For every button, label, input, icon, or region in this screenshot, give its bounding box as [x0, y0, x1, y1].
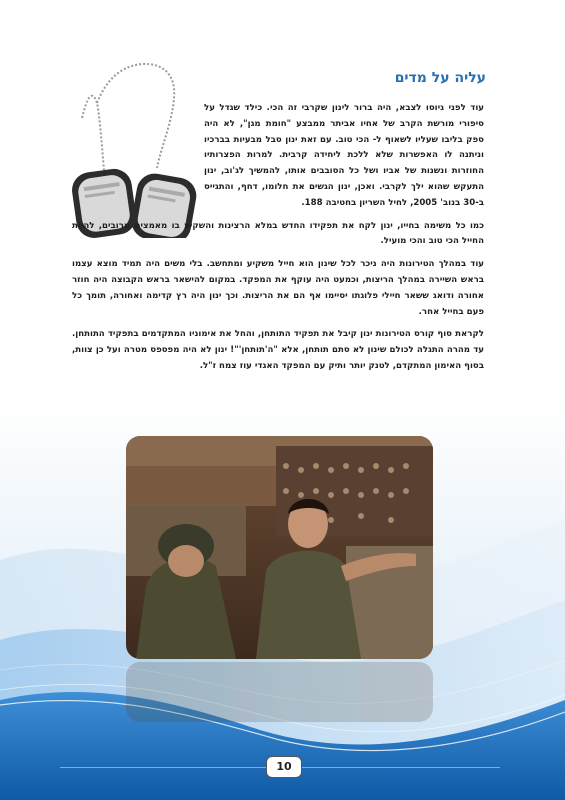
paragraph-4: לקראת סוף קורס הטירונות ינון קיבל את תפקיד התותחן, והחל את אימוניו המתקדמים בתפקיד התותחן. עד מהרה התגלה לכולם שינון לא סתם תותחן, אלא "ה'תותחן'"! ינון לא היה מפספס מטרה ועל כן צוות, בסוף האימון המתקדם, לטנק יותר ותיק עם המפקד האגדי עוז צמח ז"ל.	[72, 329, 484, 371]
article-title: עליה על מדים	[394, 70, 486, 86]
photo-reflection	[126, 662, 433, 722]
paragraph-3: עוד במהלך הטירונות היה ניכר לכל שינון הוא חייל משקיע ומתחשב. בלי משים היה תמיד מוצא עצמו בראש השיירה במהלך הריצות, וכמעט היה עוקף את המפקד. במקום להישאר בראש הקבוצה היה חוזר אחורה ודואג ששאר חיילי פלוגתו יסיימו אף הם את הריצות. וכך ינון היה רץ קדימה ואחורה, תומך כל פעם בחייל אחר.	[72, 259, 484, 317]
soldiers-photo-image	[126, 436, 433, 659]
paragraph-1: עוד לפני גיוסו לצבא, היה ברור לינון שקרבי זה הכי. כילד שגדל על סיפורי מורשת הקרב של אחיו אביתר ממבצע "חומת מגן", לא היה ספק בליבו שעליו לשאוף ל- הכי טוב. עם זאת ינון סבל מבעיות בברכיו וניתנה לו האפשרות שלא ללכת ליחידה קרבית. למרות הפצרותיו החוזרות ונשנות של אביו ושל כל הסובבים אותו, להמשיך לג'וב, ינון התעקש שהוא ילך לקרבי. ואכן, ינון הגשים את חלומו, דחף, והתגייס ב-30 בנוב' 2005, לחיל השריון בחטיבה 188.	[204, 103, 484, 208]
article-body	[72, 101, 484, 382]
page-number: 10	[266, 756, 302, 778]
soldiers-photo	[126, 436, 433, 659]
paragraph-2: כמו כל משימה בחייו, ינון לקח את תפקידו החדש במלא הרצינות והשקיע בו מאמצים מרובים, להיות החייל הכי טוב והכי מועיל.	[72, 220, 484, 247]
